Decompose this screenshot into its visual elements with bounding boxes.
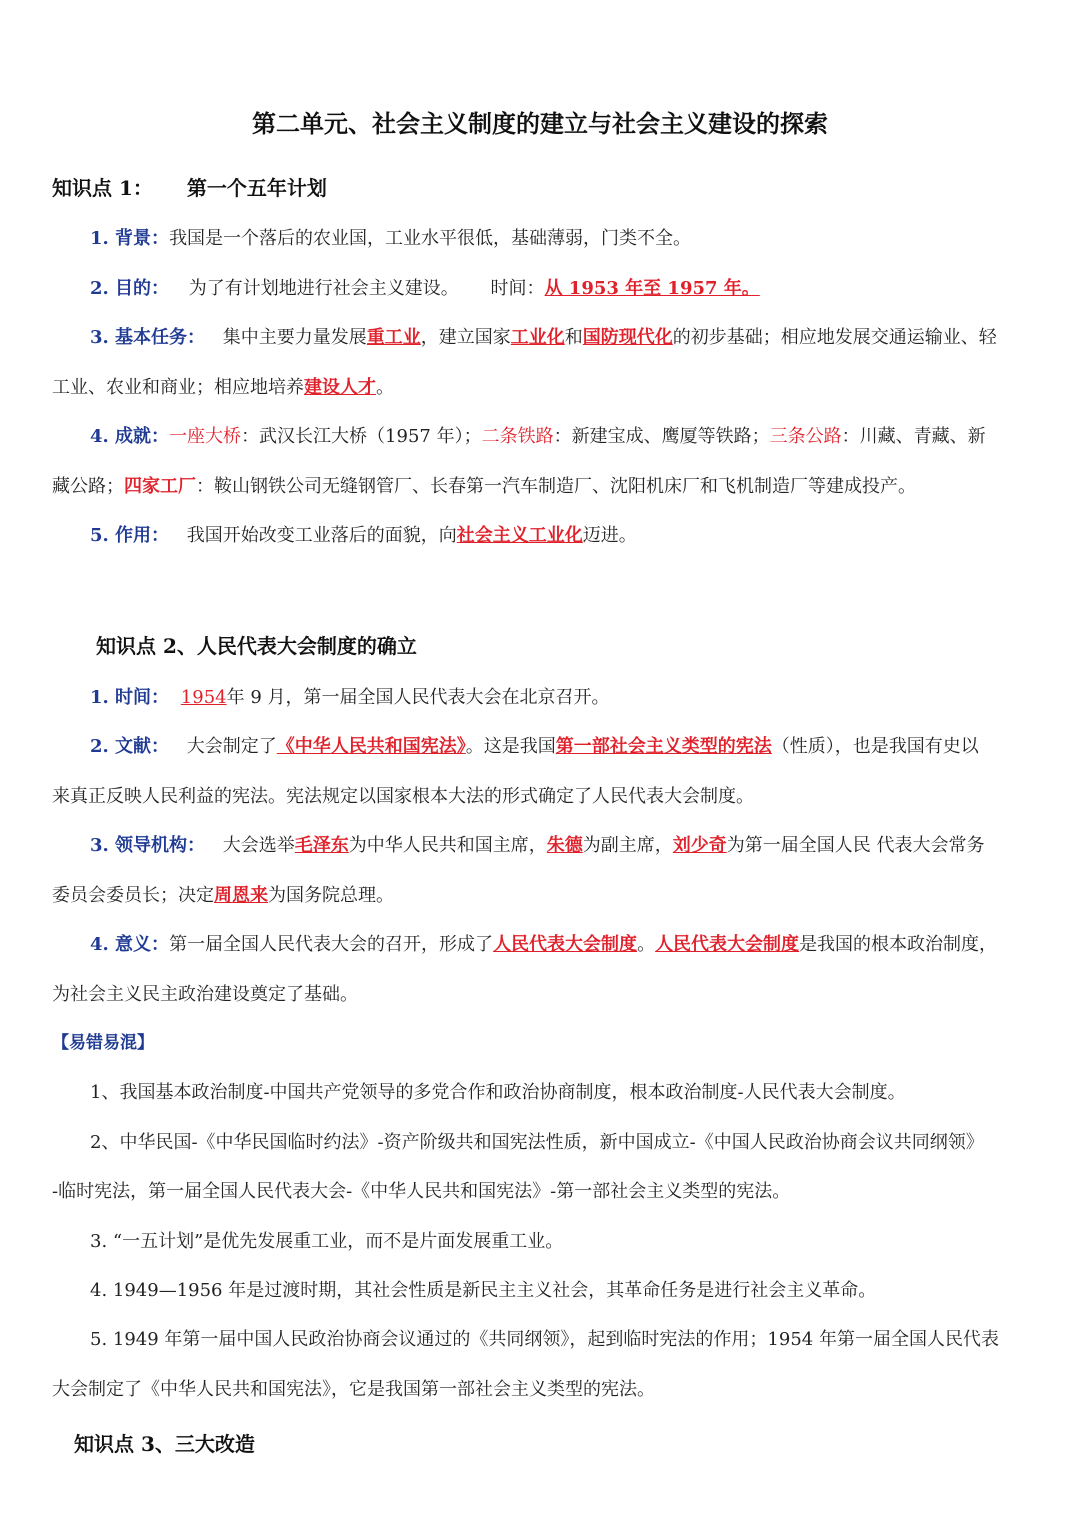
kp1-achievement (90, 424, 1032, 450)
text: 我国是一个落后的农业国，工业水平很低，基础薄弱，门类不全。 (169, 228, 692, 249)
text: 为中华人民共和国主席， (348, 835, 547, 856)
kp2-document (90, 734, 1032, 760)
keyword: 重工业 (366, 327, 421, 348)
text: 迈进。 (582, 525, 637, 546)
keyword: 周恩来 (214, 885, 268, 906)
text: ，建立国家 (420, 327, 511, 348)
text: （性质），也是我国有史以 (771, 736, 979, 757)
note-2: 2、中华民国-《中华民国临时约法》-资产阶级共和国宪法性质，新中国成立-《中国人民政治协商会议共同纲领》 (90, 1132, 984, 1153)
text: 是我国的根本政治制度， (799, 934, 998, 955)
text: 委员会委员长；决定 (52, 885, 214, 906)
label: 3. 领导机构： (90, 835, 206, 856)
time-label: 时间： (490, 278, 545, 299)
kp1-heading-text: 第一个五年计划 (186, 176, 327, 200)
text: ：新建宝成、鹰厦等铁路； (553, 426, 770, 447)
keyword: 四家工厂 (124, 476, 196, 497)
text: 藏公路； (52, 476, 124, 497)
keyword: 社会主义工业化 (456, 525, 583, 546)
text: 为国务院总理。 (268, 885, 394, 906)
keyword: 国防现代化 (582, 327, 673, 348)
text: 。 (376, 377, 394, 398)
keyword: 1954 (180, 687, 227, 708)
keyword: 人民代表大会制度 (493, 934, 638, 955)
text: 大会选举 (222, 835, 295, 856)
keyword: 三条公路 (769, 426, 842, 447)
keyword: 二条铁路 (481, 426, 554, 447)
keyword: 第一部社会主义类型的宪法 (555, 736, 772, 757)
text: 我国开始改变工业落后的面貌，向 (186, 525, 457, 546)
text: 。 (637, 934, 656, 955)
text: 为了有计划地进行社会主义建设。 (188, 278, 459, 299)
note-3: 3. “一五计划”是优先发展重工业，而不是片面发展重工业。 (90, 1231, 564, 1252)
label: 4. 成就： (90, 426, 170, 447)
kp3-heading: 知识点 3、三大改造 (74, 1432, 255, 1456)
label: 1. 背景： (90, 228, 170, 249)
keyword: 毛泽东 (294, 835, 349, 856)
note-5: 5. 1949 年第一届中国人民政治协商会议通过的《共同纲领》，起到临时宪法的作用；1954 年第一届全国人民代表 (90, 1329, 999, 1350)
text: ：武汉长江大桥（1957 年）； (241, 426, 482, 447)
text: 为副主席， (582, 835, 673, 856)
note-5-cont: 大会制定了《中华人民共和国宪法》，它是我国第一部社会主义类型的宪法。 (52, 1379, 655, 1400)
keyword: 工业化 (510, 327, 565, 348)
keyword: 人民代表大会制度 (655, 934, 800, 955)
text: ：川藏、青藏、新 (841, 426, 986, 447)
keyword: 朱德 (546, 835, 583, 856)
label: 2. 目的： (90, 278, 170, 299)
kp1-heading-number: 知识点 1： (52, 176, 153, 200)
note-2-cont: -临时宪法，第一届全国人民代表大会-《中华人民共和国宪法》-第一部社会主义类型的宪法。 (52, 1181, 791, 1202)
text: 大会制定了 (186, 736, 277, 757)
keyword: 《中华人民共和国宪法》 (276, 736, 466, 757)
label: 3. 基本任务： (90, 327, 206, 348)
kp2-significance (90, 932, 1032, 958)
note-1: 1、我国基本政治制度-中国共产党领导的多党合作和政治协商制度，根本政治制度-人民代表大会制度。 (90, 1082, 906, 1103)
label: 2. 文献： (90, 736, 170, 757)
kp1-achievement-cont (52, 474, 1032, 500)
text: ：鞍山钢铁公司无缝钢管厂、长春第一汽车制造厂、沈阳机床厂和飞机制造厂等建成投产。 (196, 476, 916, 497)
kp2-document-cont: 来真正反映人民利益的宪法。宪法规定以国家根本大法的形式确定了人民代表大会制度。 (52, 786, 754, 807)
kp1-task-cont (52, 375, 1032, 401)
text: 年 9 月，第一届全国人民代表大会在北京召开。 (226, 687, 610, 708)
kp1-heading (52, 172, 327, 201)
kp2-leadership (90, 833, 1032, 859)
kp2-significance-cont: 为社会主义民主政治建设奠定了基础。 (52, 984, 358, 1005)
kp1-effect (90, 523, 1032, 549)
kp2-time (90, 685, 1032, 711)
kp1-background (90, 226, 1032, 252)
kp1-goal (90, 276, 1032, 302)
notes-heading: 【易错易混】 (52, 1033, 154, 1053)
label: 4. 意义： (90, 934, 170, 955)
text: 集中主要力量发展 (222, 327, 367, 348)
keyword: 刘少奇 (672, 835, 727, 856)
note-4: 4. 1949—1956 年是过渡时期，其社会性质是新民主主义社会，其革命任务是进行社会主义革命。 (90, 1280, 877, 1301)
text: 工业、农业和商业；相应地培养 (52, 377, 304, 398)
label: 5. 作用： (90, 525, 170, 546)
page-title: 第二单元、社会主义制度的建立与社会主义建设的探索 (252, 109, 828, 138)
kp2-heading: 知识点 2、人民代表大会制度的确立 (96, 634, 417, 658)
label: 1. 时间： (90, 687, 170, 708)
text: 的初步基础；相应地发展交通运输业、轻 (672, 327, 997, 348)
keyword: 一座大桥 (169, 426, 242, 447)
keyword: 建设人才 (304, 377, 376, 398)
text: 和 (564, 327, 583, 348)
keyword: 从 1953 年至 1957 年。 (544, 278, 760, 299)
text: 。这是我国 (465, 736, 556, 757)
kp2-leadership-cont (52, 883, 1032, 909)
kp1-task (90, 325, 1032, 351)
text: 为第一届全国人民 代表大会常务 (726, 835, 985, 856)
text: 第一届全国人民代表大会的召开，形成了 (169, 934, 494, 955)
